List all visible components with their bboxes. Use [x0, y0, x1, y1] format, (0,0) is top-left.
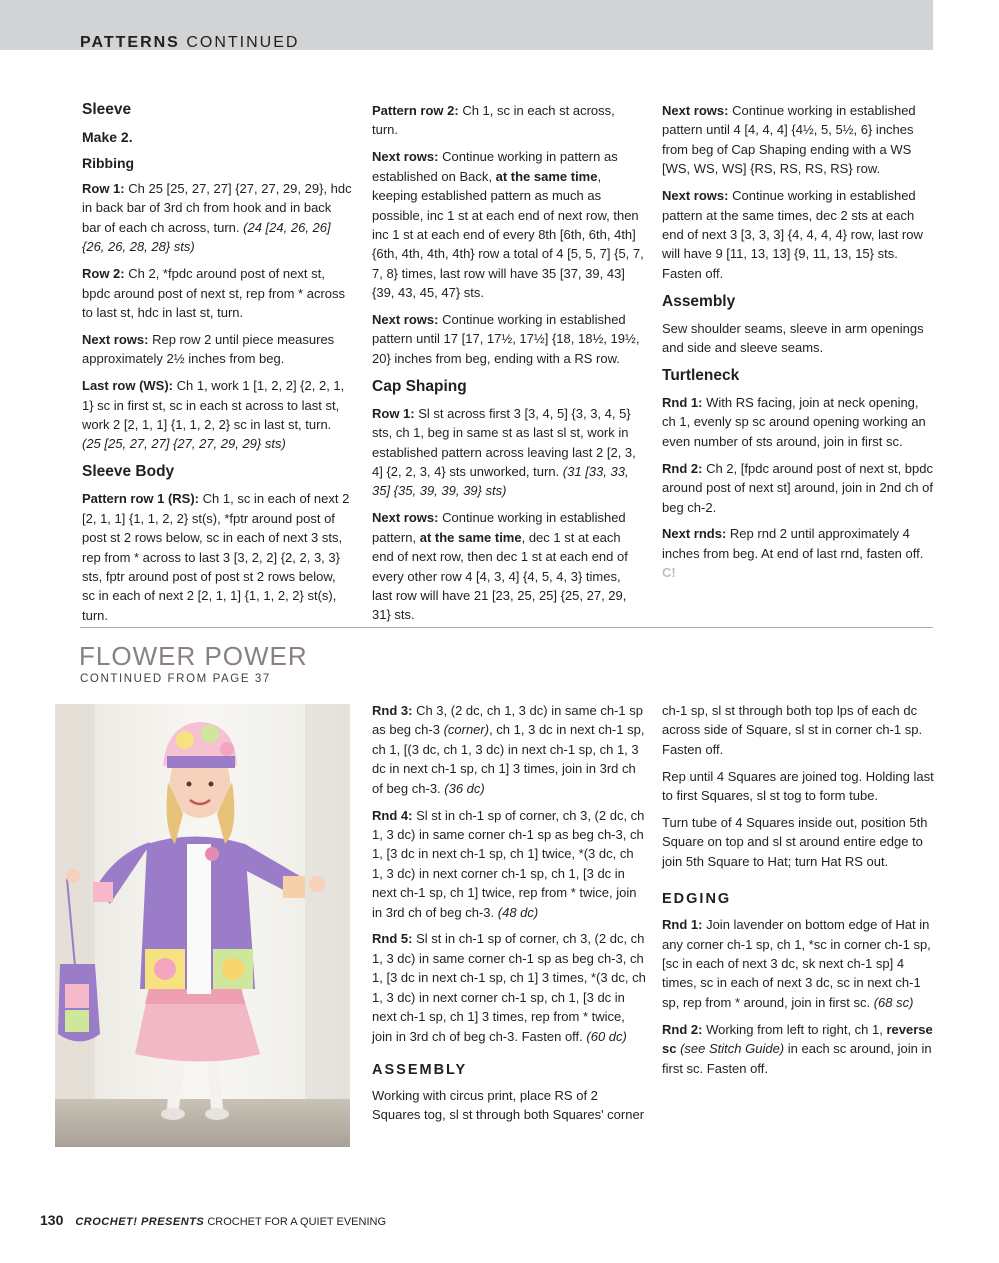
emphasis-text: at the same time: [419, 529, 522, 545]
magazine-name: CROCHET! PRESENTS: [75, 1216, 205, 1228]
row-label: Rnd 1:: [662, 394, 703, 410]
row-text: Continue working in pattern as established on Back,: [372, 149, 618, 184]
end-mark-logo: C!: [662, 565, 676, 581]
section-header: [80, 33, 299, 53]
joining-text: Rep until 4 Squares are joined tog. Holding last to first Squares, sl st tog to form tube.: [662, 768, 934, 804]
assembly-text: Sew shoulder seams, sleeve in arm openings and side and sleeve seams.: [662, 320, 924, 356]
row-text: Join lavender on bottom edge of Hat in any corner ch-1 sp, ch 1, *sc in corner ch-1 sp, [sc in each of next 3 dc, sk next ch-1 sp] 4 times, sc in each of next 3 dc, sc in next ch-1 sp, rep from * around, join in first sc.: [662, 917, 931, 1010]
next-rows-instruction: [372, 310, 644, 368]
emphasis-text: at the same time: [495, 168, 598, 184]
next-rows-instruction: [662, 186, 934, 283]
row-text: Rep rnd 2 until approximately 4 inches from beg. At end of last rnd, fasten off.: [662, 526, 924, 561]
italic-note: (see Stitch Guide): [680, 1041, 785, 1057]
assembly-text: Working with circus print, place RS of 2 Squares tog, sl st through both Squares' corner: [372, 1087, 645, 1123]
assembly-heading: ASSEMBLY: [372, 1061, 468, 1078]
row-label: Next rows:: [82, 331, 149, 347]
page-footer: [40, 1212, 386, 1230]
row-text: Ch 1, work 1 [1, 2, 2] {2, 2, 1, 1} sc in first st, sc in each st across to last st, work 2 [2, 1, 1] {1, 1, 2, 2} sc in last st, turn.: [82, 378, 345, 432]
column-1: [82, 99, 352, 633]
edging-rnd-1-instruction: [662, 915, 934, 1012]
row-text: in each sc around, join in first sc. Fasten off.: [662, 1041, 932, 1076]
row-text: Ch 2, [fpdc around post of next st, bpdc around post of next st] around, join in 2nd ch of beg ch-2.: [662, 460, 934, 515]
rnd-2-instruction: [662, 459, 934, 517]
row-2-instruction: [82, 264, 352, 322]
row-text: Sl st in ch-1 sp of corner, ch 3, (2 dc, ch 1, 3 dc) in same corner ch-1 sp as beg ch-3, ch 1, [3 dc in next ch-1 sp, ch 1] 3 times, *(3 dc, ch 1, 3 dc) in next corner ch-1 sp, ch 1, [3 dc in next ch-1 sp, ch 1] 3 times, rep from * twice, join in 3rd ch of beg ch-3. Fasten off.: [372, 931, 646, 1044]
row-label: Rnd 4:: [372, 807, 413, 823]
row-label: Next rows:: [662, 188, 729, 204]
row-text: Continue working in established pattern until 17 [17, 17½, 17½] {18, 18½, 19½, 20} inches from beg, ending with a RS row.: [372, 312, 640, 366]
row-label: Rnd 5:: [372, 931, 413, 947]
row-text: With RS facing, join at neck opening, ch 1, evenly sp sc around opening working an even number of sts around, join in first sc.: [662, 394, 926, 449]
row-text: , keeping established pattern as much as possible, inc 1 st at each end of next row, then inc 1 st at each end of every 8th [6th, 6th, 4th] {6th, 4th, 4th, 4th} row a total of 4 [5, 5, 7] {5, 7, 7, 8} times, last row will have 35 [37, 39, 43] {39, 43, 45, 47} sts.: [372, 168, 644, 301]
row-label: Next rows:: [372, 149, 439, 165]
pattern-row-1-instruction: [82, 489, 352, 625]
row-text: , ch 1, 3 dc in next ch-1 sp, ch 1, [(3 dc, ch 1, 3 dc) in next ch-1 sp, ch 1, 3 dc in next ch-1 sp, ch 1] 3 times, join in 3rd ch of beg ch-3.: [372, 722, 645, 796]
issue-title: CROCHET FOR A QUIET EVENING: [207, 1216, 387, 1228]
next-rows-instruction: [372, 508, 644, 624]
rnd-5-instruction: [372, 929, 647, 1045]
row-label: Rnd 2:: [662, 460, 703, 476]
continued-from-label: CONTINUED FROM PAGE 37: [80, 673, 271, 685]
stitch-count: (48 dc): [497, 904, 539, 920]
joining-text: Turn tube of 4 Squares inside out, position 5th Square on top and sl st around entire edge to join 5th Square to Hat; turn Hat RS out.: [662, 815, 928, 869]
row-label: Pattern row 1 (RS):: [82, 491, 200, 507]
sleeve-body-heading: Sleeve Body: [82, 463, 175, 481]
row-label: Rnd 3:: [372, 703, 413, 718]
column-5: [372, 701, 647, 1132]
row-label: Row 1:: [372, 405, 415, 421]
stitch-count: (31 [33, 33, 35] {35, 39, 39, 39} sts): [372, 464, 629, 499]
header-bold: PATTERNS: [80, 34, 180, 51]
stitch-count: (60 dc): [586, 1028, 627, 1044]
row-1-instruction: [372, 404, 644, 501]
stitch-count: (68 sc): [873, 994, 914, 1010]
row-text: Working from left to right, ch 1,: [706, 1021, 883, 1037]
row-text: Ch 3, (2 dc, ch 1, 3 dc) in same ch-1 sp as beg ch-3: [372, 703, 643, 738]
row-label: Pattern row 2:: [372, 103, 459, 118]
column-2: [372, 101, 644, 632]
row-text: Sl st across first 3 [3, 4, 5] {3, 3, 4, 5} sts, ch 1, beg in same st as last sl st, work in established pattern across leaving last 2 [2, 3, 4] {2, 2, 3, 4} sts unworked, turn.: [372, 405, 636, 479]
row-label: Row 1:: [82, 181, 125, 196]
column-3: [662, 101, 934, 590]
row-text: Continue working in established pattern until 4 [4, 4, 4] {4½, 5, 5½, 6} inches from beg of Cap Shaping ending with a WS [WS, WS, WS] {RS, RS, RS, RS} row.: [662, 103, 916, 177]
next-rows-instruction: [662, 101, 934, 179]
edging-rnd-2-instruction: [662, 1020, 934, 1078]
next-rnds-instruction: [662, 524, 934, 582]
row-text: , dec 1 st at each end of next row, then dec 1 st at each end of every other row 4 [4, 3, 4] {4, 5, 4, 3} times, last row will have 21 [23, 25, 25] {25, 27, 29, 31} sts.: [372, 529, 628, 623]
row-label: Next rows:: [372, 312, 439, 328]
flower-power-title: FLOWER POWER: [79, 641, 308, 671]
edging-heading: EDGING: [662, 891, 732, 908]
stitch-count: (24 [24, 26, 26] {26, 26, 28, 28} sts): [82, 219, 331, 255]
row-label: Rnd 1:: [662, 917, 703, 933]
pattern-row-2-instruction: [372, 101, 644, 140]
sleeve-heading: Sleeve: [82, 101, 132, 118]
row-label: Next rows:: [662, 103, 729, 118]
assembly-heading: Assembly: [662, 292, 736, 310]
stitch-count: (36 dc): [444, 780, 485, 796]
row-text: Ch 2, *fpdc around post of next st, bpdc around post of next st, rep from * across to last st, hdc in last st, turn.: [82, 266, 346, 320]
last-row-instruction: [82, 376, 352, 454]
header-light: CONTINUED: [186, 34, 300, 51]
next-rows-instruction: [372, 147, 644, 302]
row-text: Continue working in established pattern at the same times, dec 2 sts at each end of next 3 [3, 3, 3] {4, 4, 4, 4} row, last row will have 9 [11, 13, 13] {9, 11, 13, 15} sts. Fasten off.: [662, 188, 923, 281]
row-text: Sl st in ch-1 sp of corner, ch 3, (2 dc, ch 1, 3 dc) in same corner ch-1 sp as beg ch-3, ch 1, [3 dc in next ch-1 sp, ch 1] twice, *(3 dc, ch 1, 3 dc) in next corner ch-1 sp, ch 1, [3 dc in next ch-1 sp, ch 1] twice, rep from * twice, join in 3rd ch of beg ch-3.: [372, 807, 645, 920]
row-label: Rnd 2:: [662, 1021, 703, 1037]
row-label: Next rnds:: [662, 526, 727, 542]
row-text: Ch 25 [25, 27, 27] {27, 27, 29, 29}, hdc in back bar of 3rd ch from hook and in back bar of each ch across, turn.: [82, 181, 352, 235]
row-label: Next rows:: [372, 510, 439, 526]
section-divider: [80, 627, 933, 628]
cap-shaping-heading: Cap Shaping: [372, 377, 467, 395]
column-6: [662, 701, 934, 1086]
row-text: Rep row 2 until piece measures approximately 2½ inches from beg.: [82, 331, 335, 367]
girl-crochet-outfit-photo: [55, 704, 350, 1147]
row-1-instruction: [82, 179, 352, 257]
row-text: Ch 1, sc in each st across, turn.: [372, 103, 615, 138]
row-text: Continue working in established pattern,: [372, 510, 626, 545]
row-label: Last row (WS):: [82, 378, 173, 394]
rnd-4-instruction: [372, 806, 647, 922]
next-rows-instruction: [82, 330, 352, 369]
row-text: Ch 1, sc in each of next 2 [2, 1, 1] {1, 1, 2, 2} st(s), *fptr around post of post st 2 rows below, sc in each of next 3 sts, rep from * across to last 3 [3, 2, 2] {2, 2, 3, 3} sts, fptr around post of post st 2 rows below, sc in each of next 2 [2, 1, 1] {1, 1, 2, 2} st(s), turn.: [82, 491, 350, 623]
rnd-1-instruction: [662, 393, 934, 451]
emphasis-text: reverse sc: [662, 1021, 933, 1057]
stitch-count: (25 [25, 27, 27] {27, 27, 29, 29} sts): [82, 436, 286, 452]
turtleneck-heading: Turtleneck: [662, 366, 740, 384]
page-number: 130: [40, 1212, 64, 1228]
ribbing-heading: Ribbing: [82, 155, 135, 171]
joining-text: ch-1 sp, sl st through both top lps of each dc across side of Square, sl st in corner ch-1 sp. Fasten off.: [662, 703, 923, 757]
italic-note: (corner): [443, 722, 490, 738]
make-two-heading: Make 2.: [82, 129, 133, 145]
rnd-3-instruction: [372, 701, 647, 798]
row-label: Row 2:: [82, 266, 125, 282]
